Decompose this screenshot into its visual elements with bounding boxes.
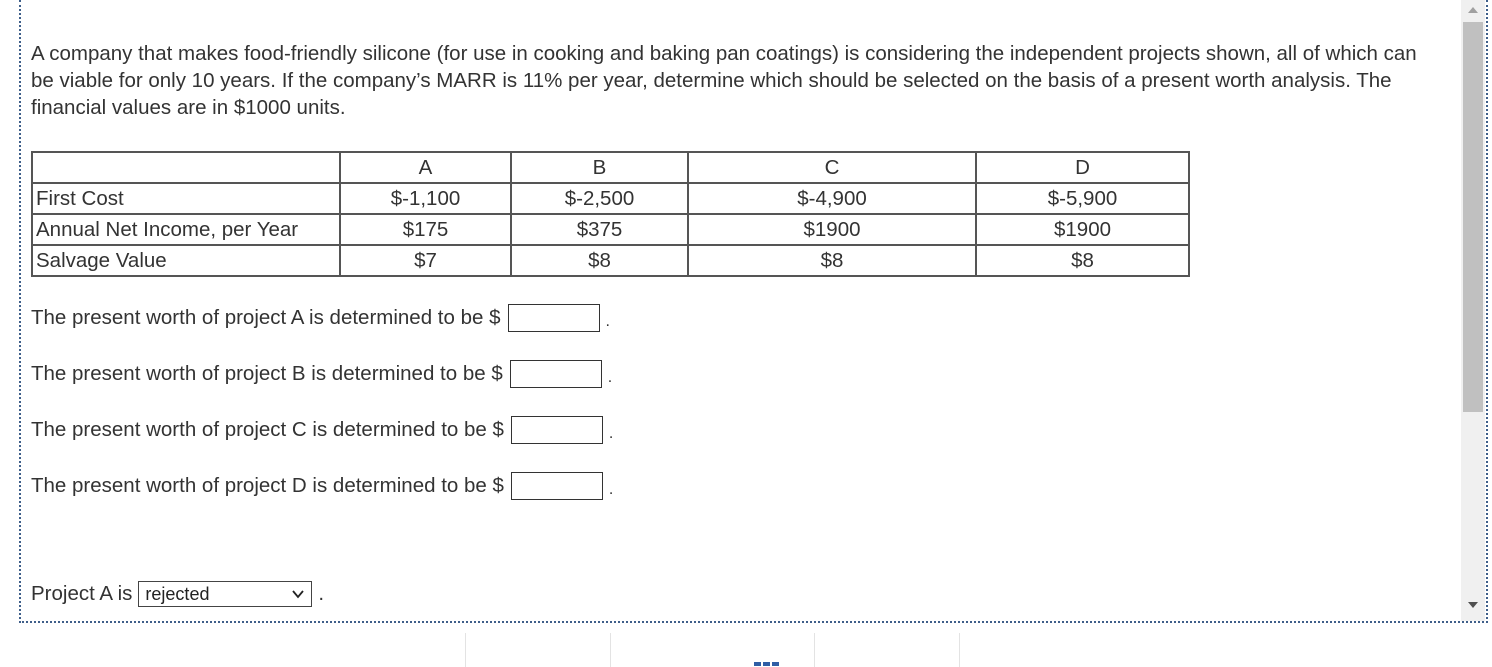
period: . bbox=[608, 481, 614, 498]
vertical-scrollbar[interactable] bbox=[1461, 0, 1485, 621]
present-worth-c-input[interactable] bbox=[511, 416, 603, 444]
present-worth-c-question bbox=[31, 415, 613, 445]
problem-statement: A company that makes food-friendly silicone (for use in cooking and baking pan coatings) is considering the independent projects shown, all of which can be viable for only 10 years. If the company’s MARR is 11% per year, determine which should be selected on the basis of a present worth analysis. The financial values are in $1000 units. bbox=[31, 42, 1417, 119]
footer-navigation bbox=[0, 633, 1492, 667]
table-header-cell bbox=[32, 152, 340, 183]
present-worth-d-question bbox=[31, 471, 613, 501]
table-header-row bbox=[32, 152, 1189, 183]
table-cell: $8 bbox=[976, 245, 1189, 276]
table-row bbox=[32, 183, 1189, 214]
period: . bbox=[607, 369, 613, 386]
divider bbox=[465, 633, 466, 667]
question-text: The present worth of project C is determined to be $ bbox=[31, 418, 504, 441]
table-cell: $1900 bbox=[976, 214, 1189, 245]
project-a-decision bbox=[31, 581, 324, 607]
present-worth-b-question bbox=[31, 359, 612, 389]
period: . bbox=[605, 313, 610, 330]
table-header-cell: A bbox=[340, 152, 511, 183]
arrow-up-icon[interactable] bbox=[1467, 6, 1479, 14]
selected-value: rejected bbox=[145, 583, 210, 604]
present-worth-a-input[interactable] bbox=[508, 304, 600, 332]
question-text: The present worth of project D is determined to be $ bbox=[31, 474, 504, 497]
table-row bbox=[32, 214, 1189, 245]
table-cell: $8 bbox=[511, 245, 688, 276]
period: . bbox=[608, 425, 614, 442]
scrollbar-thumb[interactable] bbox=[1463, 22, 1483, 412]
table-cell: $-1,100 bbox=[340, 183, 511, 214]
chevron-down-icon bbox=[291, 587, 305, 601]
table-cell: $375 bbox=[511, 214, 688, 245]
table-header-cell: B bbox=[511, 152, 688, 183]
projects-table bbox=[31, 151, 1190, 277]
table-cell: $-4,900 bbox=[688, 183, 976, 214]
table-header-cell: C bbox=[688, 152, 976, 183]
divider bbox=[610, 633, 611, 667]
decision-label: Project A is bbox=[31, 582, 133, 605]
arrow-down-icon[interactable] bbox=[1467, 601, 1479, 609]
table-cell: $-5,900 bbox=[976, 183, 1189, 214]
project-a-decision-select[interactable] bbox=[138, 581, 312, 607]
present-worth-d-input[interactable] bbox=[511, 472, 603, 500]
grid-icon[interactable] bbox=[754, 662, 781, 667]
row-label: Annual Net Income, per Year bbox=[32, 214, 340, 245]
period: . bbox=[318, 582, 325, 605]
present-worth-b-input[interactable] bbox=[510, 360, 602, 388]
table-cell: $8 bbox=[688, 245, 976, 276]
table-cell: $1900 bbox=[688, 214, 976, 245]
table-cell: $175 bbox=[340, 214, 511, 245]
table-cell: $7 bbox=[340, 245, 511, 276]
question-text: The present worth of project B is determined to be $ bbox=[31, 362, 503, 385]
table-row bbox=[32, 245, 1189, 276]
question-text: The present worth of project A is determined to be $ bbox=[31, 306, 501, 329]
table-header-cell: D bbox=[976, 152, 1189, 183]
present-worth-a-question bbox=[31, 303, 610, 333]
row-label: Salvage Value bbox=[32, 245, 340, 276]
row-label: First Cost bbox=[32, 183, 340, 214]
table-cell: $-2,500 bbox=[511, 183, 688, 214]
divider bbox=[959, 633, 960, 667]
divider bbox=[814, 633, 815, 667]
